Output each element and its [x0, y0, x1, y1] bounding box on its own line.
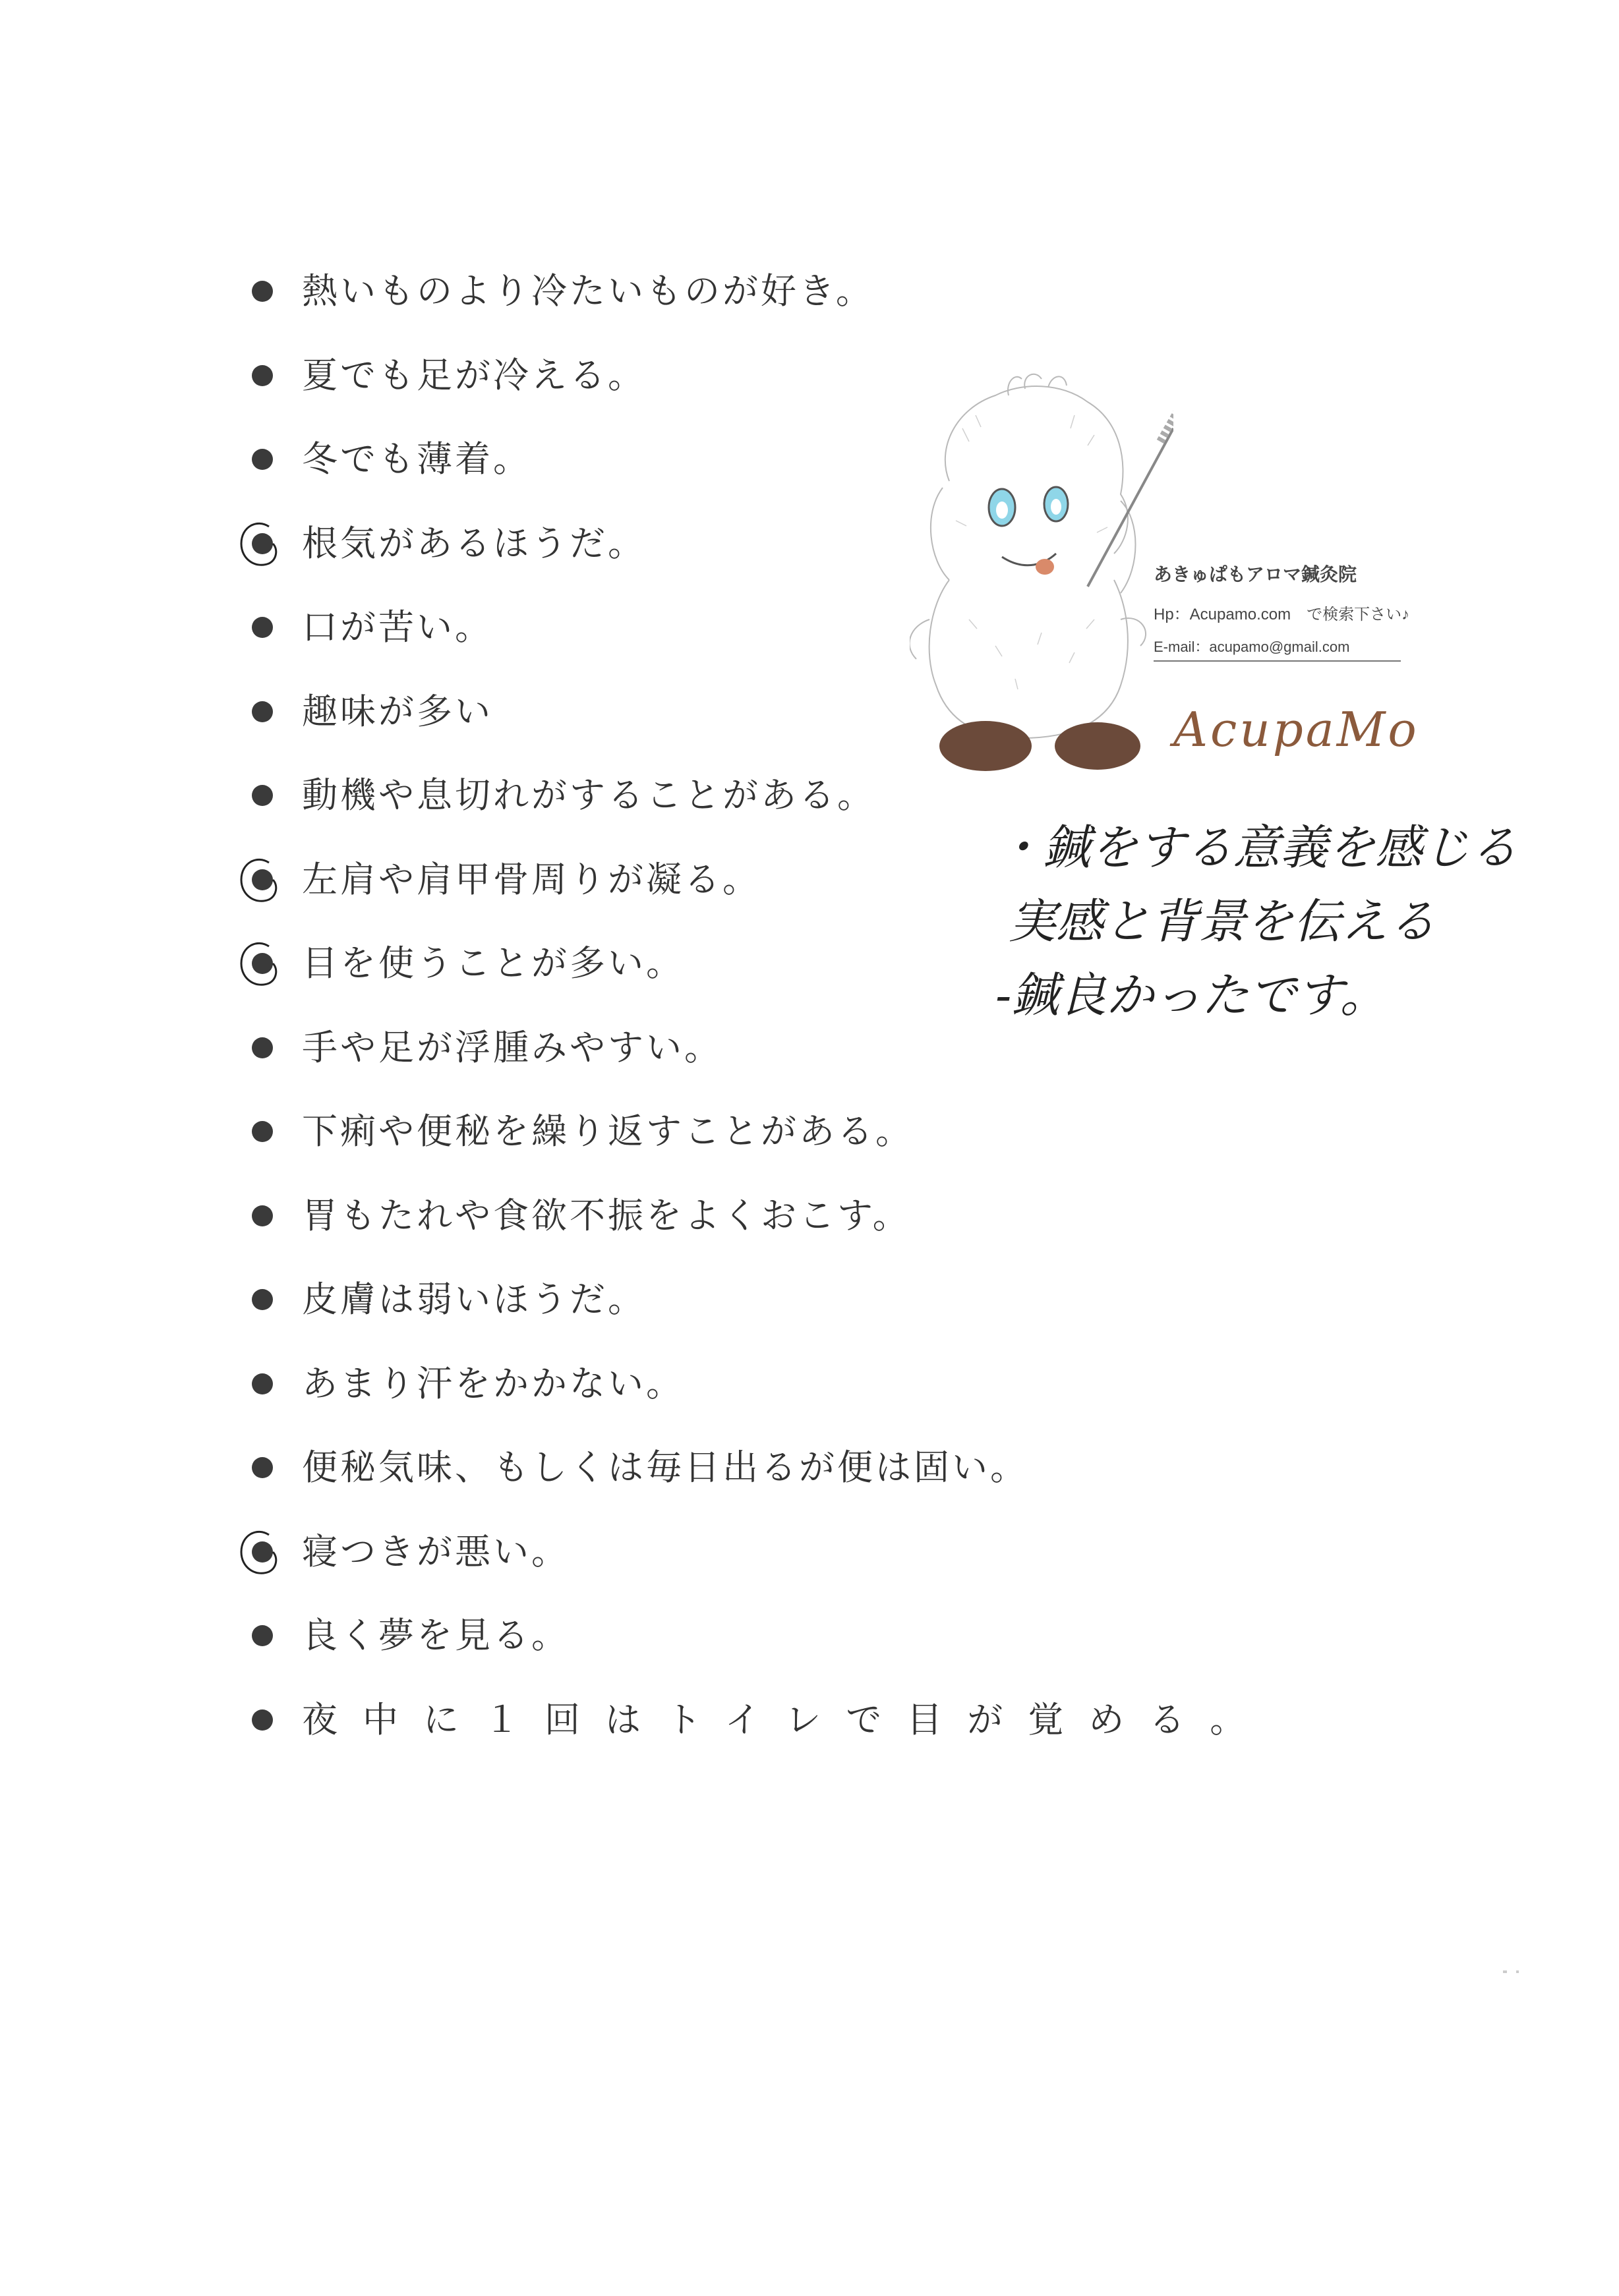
scan-speck — [1503, 1970, 1507, 1973]
bullet-icon — [252, 281, 273, 302]
checklist-item-text: 趣味が多い — [302, 690, 493, 732]
scan-speck — [1516, 1970, 1519, 1973]
clinic-card — [910, 369, 1419, 791]
hand-drawn-check-circle-icon — [237, 937, 285, 991]
checklist-item-text: 下痢や便秘を繰り返すことがある。 — [302, 1110, 914, 1152]
clinic-email: E-mail：acupamo@gmail.com — [1154, 639, 1350, 655]
hand-drawn-check-circle-icon — [237, 517, 285, 571]
clinic-website: Hp：Acupamo.com で検索下さい♪ — [1154, 606, 1410, 623]
brand-logo-text: AcupaMo — [1173, 702, 1419, 757]
checklist-item — [244, 1027, 1233, 1069]
checklist-item — [244, 270, 1233, 312]
bullet-icon — [252, 365, 273, 386]
mascot-illustration — [910, 369, 1173, 778]
clinic-name: あきゅぱもアロマ鍼灸院 — [1154, 564, 1357, 585]
bullet-icon — [252, 1373, 273, 1394]
checklist-item-text: 寝つきが悪い。 — [302, 1530, 570, 1572]
handwritten-line-3: -鍼良かったです。 — [995, 967, 1388, 1023]
bullet-icon — [252, 1457, 273, 1478]
bullet-icon — [252, 1037, 273, 1058]
checklist-item-text: 胃もたれや食欲不振をよくおこす。 — [302, 1194, 911, 1236]
checklist-item-text: 熱いものより冷たいものが好き。 — [302, 270, 874, 312]
checklist-item-text: 夜中に１回はトイレで目が覚める。 — [302, 1698, 1271, 1740]
bullet-icon — [252, 1205, 273, 1226]
checklist-item-text: 便秘気味、もしくは毎日出るが便は固い。 — [302, 1447, 1028, 1488]
handwritten-line-1: ・鍼をする意義を感じる — [995, 820, 1518, 875]
bullet-icon — [252, 785, 273, 806]
checklist-item — [244, 1698, 1271, 1741]
bullet-icon — [252, 1121, 273, 1142]
bullet-icon — [252, 701, 273, 722]
bullet-icon — [252, 1709, 273, 1731]
checklist-item-text: 冬でも薄着。 — [302, 438, 531, 480]
checklist-item-text: 左肩や肩甲骨周りが凝る。 — [302, 858, 761, 900]
checklist-item — [244, 1278, 1233, 1321]
checklist-item-text: 夏でも足が冷える。 — [302, 354, 646, 396]
checklist-item-text: あまり汗をかかない。 — [302, 1362, 684, 1404]
bullet-icon — [252, 1289, 273, 1310]
checklist-item-text: 目を使うことが多い。 — [302, 942, 684, 984]
card-divider — [1154, 660, 1401, 674]
checklist-item — [244, 1110, 1233, 1153]
checklist-item-text: 根気があるほうだ。 — [302, 522, 646, 564]
checklist-item — [244, 1363, 1233, 1405]
checklist-item — [244, 1447, 1233, 1489]
bullet-icon — [252, 449, 273, 470]
hand-drawn-check-circle-icon — [237, 853, 285, 907]
checklist-item — [244, 1195, 1233, 1237]
checklist-item-text: 良く夢を見る。 — [302, 1615, 570, 1656]
checklist-item-text: 口が苦い。 — [302, 606, 493, 648]
handwritten-notes — [995, 820, 1518, 1023]
handwritten-line-2: 実感と背景を伝える — [1009, 894, 1436, 949]
clinic-info — [1154, 560, 1410, 674]
bullet-icon — [252, 1625, 273, 1646]
checklist-item-text: 皮膚は弱いほうだ。 — [302, 1278, 646, 1320]
checklist-item-text: 手や足が浮腫みやすい。 — [302, 1026, 722, 1068]
bullet-icon — [252, 617, 273, 638]
checklist-item — [244, 1531, 1233, 1573]
checklist-item — [244, 1615, 1233, 1657]
hand-drawn-check-circle-icon — [237, 1526, 285, 1580]
checklist-item-text: 動機や息切れがすることがある。 — [302, 774, 875, 816]
